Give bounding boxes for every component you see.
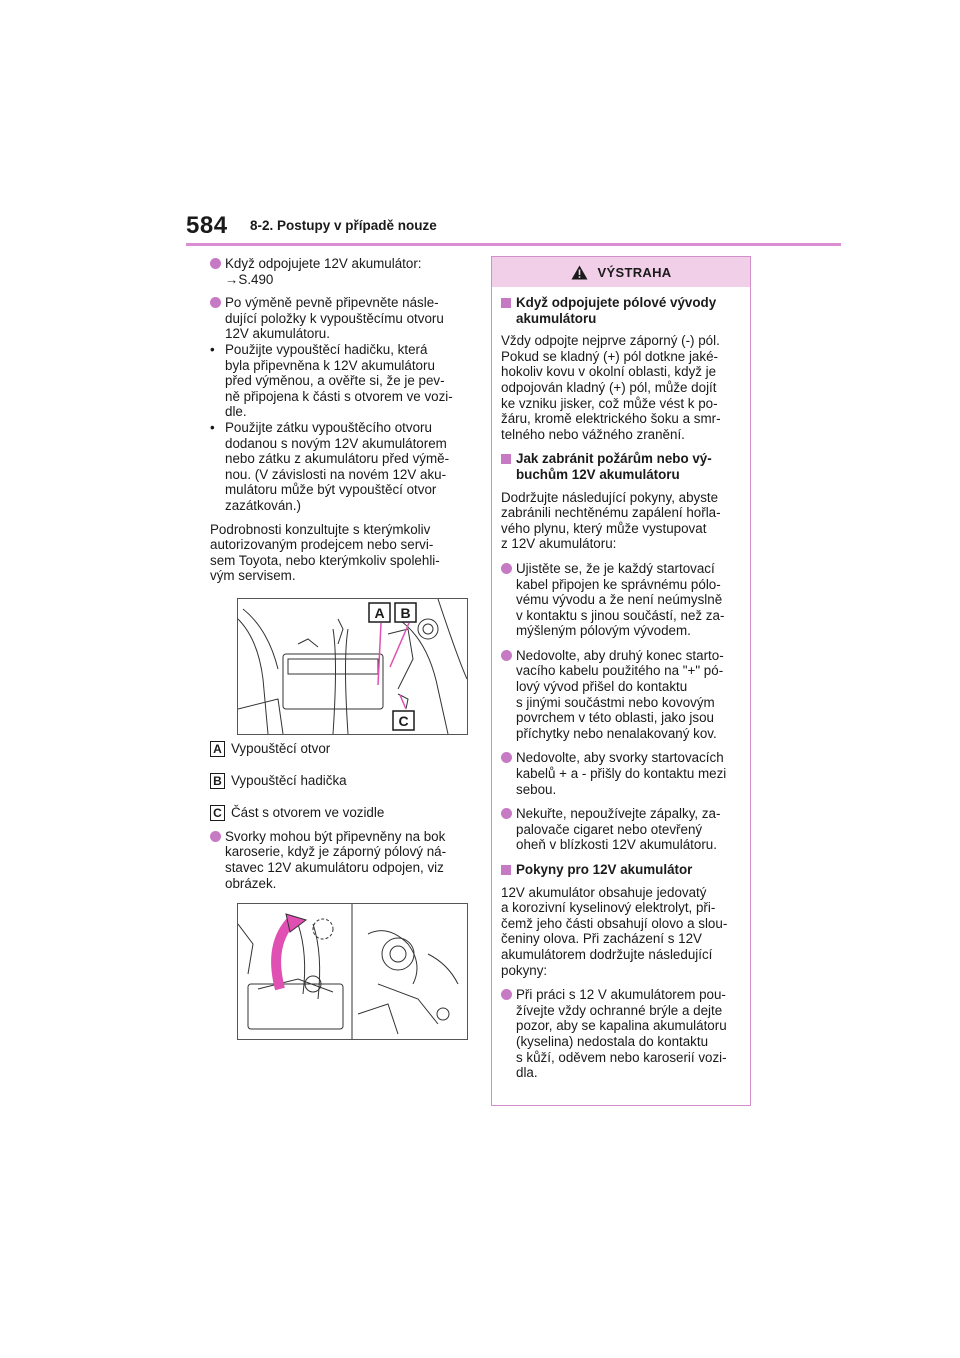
text-line: vého plynu, který může vystupovat: [501, 520, 707, 536]
battery-drain-drawing: [238, 599, 467, 734]
text-line: vacího kabelu použitého na "+" pó-: [516, 663, 724, 679]
warning-bullet: [501, 648, 741, 742]
text-line: hokoliv kovu v okolní oblasti, když je: [501, 364, 717, 380]
text-line: ke vzniku jisker, což může vést k po-: [501, 395, 718, 411]
header-rule: [186, 243, 841, 246]
sub-item-drain-plug: [210, 420, 472, 514]
text-line: a korozivní kyselinový elektrolyt, při-: [501, 900, 716, 916]
bullet-dot-icon: [501, 808, 512, 819]
text-line: odpojován kladný (+) pól, může dojít: [501, 379, 717, 395]
text-line: palovače cigaret nebo otevřený: [516, 821, 703, 837]
callout-b-label: B: [400, 604, 411, 621]
text-line: čeniny olova. Při zacházení s 12V: [501, 931, 702, 947]
text-line: 12V akumulátor obsahuje jedovatý: [501, 884, 707, 900]
text-line: pozor, aby se kapalina akumulátoru: [516, 1018, 727, 1034]
text-line: vému vývodu a že není neúmyslně: [516, 592, 723, 608]
text-line: zabránili nechtěnému zapálení hořla-: [501, 505, 721, 521]
sub-item-marker: •: [210, 419, 215, 435]
battery-drain-illustration: [237, 598, 468, 735]
bullet-dot-icon: [210, 831, 221, 842]
text-line: Jak zabránit požárům nebo vý-: [516, 451, 712, 467]
square-bullet-icon: [501, 865, 511, 875]
legend-item-b: [210, 773, 472, 789]
text-line: Nedovolte, aby svorky startovacích: [516, 750, 724, 766]
text-line: karoserie, když je záporný pólový ná-: [225, 844, 447, 860]
text-line: stavec 12V akumulátoru odpojen, viz: [225, 860, 444, 876]
text-line: před výměnou, a ověřte si, že je pev-: [225, 373, 445, 389]
text-line: zazátkován.): [225, 497, 301, 513]
text-line: s kůží, oděvem nebo karoserií vozi-: [516, 1049, 727, 1065]
text-line: mulátoru může být vypouštěcí otvor: [225, 482, 437, 498]
text-line: Nekuřte, nepoužívejte zápalky, za-: [516, 806, 721, 822]
text-line: kabelů + a - přišly do kontaktu mezi: [516, 766, 727, 782]
bullet-after-replacement: [210, 295, 472, 342]
text-line: 12V akumulátoru.: [225, 326, 330, 342]
text-line: vým servisem.: [210, 568, 296, 584]
text-line: sem Toyota, nebo kterýmkoliv spolehli-: [210, 552, 440, 568]
text-line: autorizovaným prodejcem nebo servi-: [210, 537, 434, 553]
text-line: pokyny:: [501, 962, 548, 978]
text-line: nebo zátku z akumulátoru před výmě-: [225, 451, 450, 467]
bullet-dot-icon: [210, 258, 221, 269]
warning-bullet: [501, 806, 741, 853]
text-line: povrchem v této oblasti, jako jsou: [516, 710, 714, 726]
text-line: dle.: [225, 404, 247, 420]
warning-header: [492, 257, 750, 287]
bullet-dot-icon: [501, 650, 512, 661]
legend-text-b: Vypouštěcí hadička: [231, 773, 347, 789]
text-line: žívejte vždy ochranné brýle a dejte: [516, 1002, 723, 1018]
bullet-dot-icon: [501, 563, 512, 574]
text-line: ně připojena k části s otvorem ve vozi-: [225, 388, 453, 404]
sub-item-drain-hose: [210, 342, 472, 420]
page-reference-link[interactable]: →S.490: [225, 271, 274, 287]
text-line: Po výměně pevně připevněte násle-: [225, 295, 439, 311]
bullet-dot-icon: [501, 752, 512, 763]
text-line: Vždy odpojte nejprve záporný (-) pól.: [501, 333, 720, 349]
warning-box: [491, 256, 751, 1106]
sub-item-marker: •: [210, 341, 215, 357]
terminal-clamp-drawing: [238, 904, 467, 1039]
text-line: byla připevněna k 12V akumulátoru: [225, 357, 435, 373]
text-line: telného nebo vážného zranění.: [501, 426, 685, 442]
text-line: dující položky k vypouštěcímu otvoru: [225, 310, 444, 326]
legend-letter-a: A: [210, 741, 225, 757]
legend-text-a: Vypouštěcí otvor: [231, 741, 331, 757]
text-line: příchytky nebo nenalakovaný kov.: [516, 725, 717, 741]
text-line: kabel připojen ke správnému pólo-: [516, 576, 721, 592]
text-line: Nedovolte, aby druhý konec starto-: [516, 647, 724, 663]
square-bullet-icon: [501, 454, 511, 464]
text-line: Když odpojujete pólové vývody: [516, 295, 717, 310]
bullet-disconnect: [210, 256, 472, 287]
bullet-clamps: [210, 829, 472, 891]
text-line: dodanou s novým 12V akumulátorem: [225, 435, 447, 451]
text-line: s jinými součástmi nebo kovovým: [516, 694, 715, 710]
warning-body: [492, 287, 750, 1081]
text-line: mýšleným pólovým vývodem.: [516, 623, 691, 639]
text-line: Když odpojujete 12V akumulátor:: [225, 256, 422, 271]
legend-item-c: [210, 805, 472, 821]
page-header: [0, 0, 960, 250]
warning-bullet: [501, 561, 741, 639]
terminal-clamp-illustration: [237, 903, 468, 1040]
warning-paragraph: [501, 490, 741, 552]
text-line: čemž jeho části obsahují olovo a slou-: [501, 915, 728, 931]
warning-title: VÝSTRAHA: [597, 264, 672, 280]
legend-text-c: Část s otvorem ve vozidle: [231, 805, 385, 821]
text-line: akumulátoru: [516, 310, 597, 326]
text-line: Svorky mohou být připevněny na bok: [225, 828, 446, 844]
text-line: dla.: [516, 1065, 538, 1081]
callout-c-label: C: [398, 712, 409, 729]
text-line: Použijte vypouštěcí hadičku, která: [225, 341, 428, 357]
bullet-dot-icon: [210, 297, 221, 308]
warning-triangle-icon: [571, 265, 588, 280]
callout-a-label: A: [374, 604, 385, 621]
text-line: sebou.: [516, 781, 557, 797]
bullet-dot-icon: [501, 989, 512, 1000]
text-line: buchům 12V akumulátoru: [516, 466, 680, 482]
text-line: Dodržujte následující pokyny, abyste: [501, 489, 719, 505]
text-line: Pokud se kladný (+) pól dotkne jaké-: [501, 348, 718, 364]
page-number: 584: [186, 212, 228, 239]
warning-subheading-fire: [501, 451, 741, 482]
section-title: 8-2. Postupy v případě nouze: [250, 218, 437, 233]
text-line: oheň v blízkosti 12V akumulátoru.: [516, 837, 717, 853]
text-line: Pokyny pro 12V akumulátor: [516, 862, 693, 877]
text-line: (kyselina) nedostala do kontaktu: [516, 1033, 709, 1049]
text-line: Použijte zátku vypouštěcího otvoru: [225, 419, 432, 435]
dealer-paragraph: [210, 522, 472, 584]
text-line: lový vývod přišel do kontaktu: [516, 679, 688, 695]
text-line: z 12V akumulátoru:: [501, 536, 617, 552]
warning-bullet: [501, 987, 741, 1081]
legend-letter-c: C: [210, 805, 225, 821]
left-column: [210, 256, 472, 1040]
text-line: Podrobnosti konzultujte s kterýmkoliv: [210, 521, 431, 537]
text-line: Ujistěte se, že je každý startovací: [516, 560, 715, 576]
text-line: obrázek.: [225, 875, 277, 891]
warning-paragraph: [501, 333, 741, 442]
text-line: akumulátorem dodržujte následující: [501, 946, 713, 962]
warning-bullet: [501, 750, 741, 797]
text-line: nou. (V závislosti na novém 12V aku-: [225, 466, 447, 482]
warning-paragraph: [501, 885, 741, 979]
text-line: žáru, kromě elektrického šoku a smr-: [501, 411, 721, 427]
text-line: Při práci s 12 V akumulátorem pou-: [516, 987, 726, 1003]
legend-item-a: [210, 741, 472, 757]
square-bullet-icon: [501, 298, 511, 308]
warning-subheading-disconnect: [501, 295, 741, 326]
legend-letter-b: B: [210, 773, 225, 789]
warning-subheading-battery: [501, 862, 741, 878]
text-line: v kontaktu s jinou součástí, než za-: [516, 607, 725, 623]
